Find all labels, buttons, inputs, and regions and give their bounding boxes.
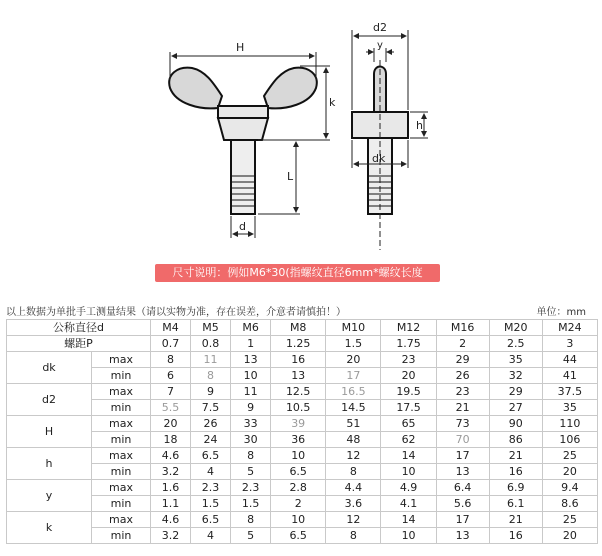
max-label-cell: max	[92, 512, 151, 528]
value-cell: 25	[542, 512, 597, 528]
pitch-cell: 0.7	[151, 336, 191, 352]
value-cell: 29	[489, 384, 542, 400]
value-cell: 35	[542, 400, 597, 416]
value-cell: 4.1	[381, 496, 436, 512]
spec-table	[6, 319, 598, 544]
value-cell: 12.5	[271, 384, 326, 400]
value-cell: 23	[381, 352, 436, 368]
value-cell: 14.5	[326, 400, 381, 416]
size-header-cell: M16	[436, 320, 489, 336]
value-cell: 8.6	[542, 496, 597, 512]
dim-H-label: H	[236, 41, 245, 54]
max-label-cell: max	[92, 416, 151, 432]
value-cell: 11	[231, 384, 271, 400]
value-cell: 30	[231, 432, 271, 448]
value-cell: 10	[231, 368, 271, 384]
value-cell: 73	[436, 416, 489, 432]
value-cell: 8	[191, 368, 231, 384]
pitch-label-cell: 螺距P	[7, 336, 151, 352]
value-cell: 20	[542, 528, 597, 544]
value-cell: 6	[151, 368, 191, 384]
value-cell: 20	[542, 464, 597, 480]
value-cell: 32	[489, 368, 542, 384]
value-cell: 8	[326, 464, 381, 480]
table-row	[7, 448, 598, 464]
header-label-cell: 公称直径d	[7, 320, 151, 336]
value-cell: 2	[271, 496, 326, 512]
value-cell: 25	[542, 448, 597, 464]
value-cell: 26	[436, 368, 489, 384]
value-cell: 8	[231, 512, 271, 528]
value-cell: 14	[381, 448, 436, 464]
value-cell: 26	[191, 416, 231, 432]
value-cell: 3.2	[151, 528, 191, 544]
size-header-cell: M24	[542, 320, 597, 336]
table-row	[7, 416, 598, 432]
table-row	[7, 512, 598, 528]
value-cell: 6.5	[271, 464, 326, 480]
value-cell: 10	[271, 512, 326, 528]
table-row	[7, 464, 598, 480]
table-row	[7, 480, 598, 496]
value-cell: 10	[381, 464, 436, 480]
value-cell: 2.8	[271, 480, 326, 496]
min-label-cell: min	[92, 464, 151, 480]
size-header-cell: M6	[231, 320, 271, 336]
value-cell: 17.5	[381, 400, 436, 416]
param-label-cell: h	[7, 448, 92, 480]
value-cell: 35	[489, 352, 542, 368]
unit-label: 单位：mm	[536, 307, 586, 318]
wing-bolt-drawing	[0, 0, 602, 262]
value-cell: 13	[231, 352, 271, 368]
table-row	[7, 528, 598, 544]
value-cell: 1.1	[151, 496, 191, 512]
value-cell: 14	[381, 512, 436, 528]
value-cell: 27	[489, 400, 542, 416]
value-cell: 3.6	[326, 496, 381, 512]
value-cell: 39	[271, 416, 326, 432]
min-label-cell: min	[92, 368, 151, 384]
value-cell: 21	[489, 448, 542, 464]
value-cell: 8	[231, 448, 271, 464]
value-cell: 12	[326, 512, 381, 528]
value-cell: 2.3	[231, 480, 271, 496]
table-row	[7, 400, 598, 416]
value-cell: 19.5	[381, 384, 436, 400]
dim-y-label: y	[377, 40, 383, 51]
table-row	[7, 352, 598, 368]
pitch-cell: 0.8	[191, 336, 231, 352]
value-cell: 17	[436, 448, 489, 464]
value-cell: 18	[151, 432, 191, 448]
value-cell: 17	[436, 512, 489, 528]
value-cell: 6.5	[191, 448, 231, 464]
value-cell: 3.2	[151, 464, 191, 480]
value-cell: 4.6	[151, 448, 191, 464]
value-cell: 21	[436, 400, 489, 416]
value-cell: 2.3	[191, 480, 231, 496]
dim-L-label: L	[287, 170, 294, 183]
value-cell: 90	[489, 416, 542, 432]
max-label-cell: max	[92, 352, 151, 368]
value-cell: 24	[191, 432, 231, 448]
value-cell: 29	[436, 352, 489, 368]
value-cell: 36	[271, 432, 326, 448]
value-cell: 20	[381, 368, 436, 384]
value-cell: 10.5	[271, 400, 326, 416]
value-cell: 5	[231, 528, 271, 544]
pitch-cell: 1.75	[381, 336, 436, 352]
value-cell: 6.9	[489, 480, 542, 496]
value-cell: 13	[271, 368, 326, 384]
value-cell: 20	[151, 416, 191, 432]
value-cell: 106	[542, 432, 597, 448]
param-label-cell: k	[7, 512, 92, 544]
value-cell: 8	[151, 352, 191, 368]
dim-dk-label: dk	[372, 152, 386, 165]
pitch-cell: 1.5	[326, 336, 381, 352]
size-caption: 尺寸说明：例如M6*30(指螺纹直径6mm*螺纹长度30mm	[155, 264, 440, 282]
value-cell: 11	[191, 352, 231, 368]
value-cell: 33	[231, 416, 271, 432]
value-cell: 9	[231, 400, 271, 416]
value-cell: 16	[489, 464, 542, 480]
value-cell: 21	[489, 512, 542, 528]
pitch-cell: 2	[436, 336, 489, 352]
value-cell: 7.5	[191, 400, 231, 416]
param-label-cell: dk	[7, 352, 92, 384]
value-cell: 37.5	[542, 384, 597, 400]
param-label-cell: y	[7, 480, 92, 512]
value-cell: 65	[381, 416, 436, 432]
value-cell: 23	[436, 384, 489, 400]
dim-k-label: k	[329, 96, 336, 109]
value-cell: 6.4	[436, 480, 489, 496]
min-label-cell: min	[92, 400, 151, 416]
value-cell: 7	[151, 384, 191, 400]
value-cell: 70	[436, 432, 489, 448]
value-cell: 44	[542, 352, 597, 368]
value-cell: 62	[381, 432, 436, 448]
value-cell: 110	[542, 416, 597, 432]
value-cell: 1.5	[231, 496, 271, 512]
min-label-cell: min	[92, 528, 151, 544]
pitch-cell: 2.5	[489, 336, 542, 352]
size-header-cell: M12	[381, 320, 436, 336]
value-cell: 4.9	[381, 480, 436, 496]
value-cell: 20	[326, 352, 381, 368]
max-label-cell: max	[92, 384, 151, 400]
value-cell: 13	[436, 464, 489, 480]
dim-d-label: d	[239, 220, 246, 233]
value-cell: 17	[326, 368, 381, 384]
max-label-cell: max	[92, 480, 151, 496]
value-cell: 13	[436, 528, 489, 544]
table-row	[7, 432, 598, 448]
value-cell: 41	[542, 368, 597, 384]
pitch-cell: 1.25	[271, 336, 326, 352]
min-label-cell: min	[92, 432, 151, 448]
pitch-cell: 1	[231, 336, 271, 352]
value-cell: 16	[489, 528, 542, 544]
value-cell: 51	[326, 416, 381, 432]
value-cell: 4.4	[326, 480, 381, 496]
measurement-note: 以上数据为单批手工测量结果（请以实物为准，存在误差，介意者请慎拍！）	[6, 307, 346, 318]
size-header-cell: M8	[271, 320, 326, 336]
value-cell: 1.5	[191, 496, 231, 512]
front-view	[169, 68, 317, 214]
value-cell: 9	[191, 384, 231, 400]
dim-h-label: h	[416, 119, 423, 132]
value-cell: 16.5	[326, 384, 381, 400]
value-cell: 6.1	[489, 496, 542, 512]
pitch-cell: 3	[542, 336, 597, 352]
value-cell: 10	[381, 528, 436, 544]
value-cell: 16	[271, 352, 326, 368]
param-label-cell: H	[7, 416, 92, 448]
table-row	[7, 496, 598, 512]
max-label-cell: max	[92, 448, 151, 464]
value-cell: 6.5	[191, 512, 231, 528]
dim-d2-label: d2	[373, 21, 387, 34]
size-header-cell: M5	[191, 320, 231, 336]
value-cell: 8	[326, 528, 381, 544]
size-header-cell: M20	[489, 320, 542, 336]
size-header-cell: M4	[151, 320, 191, 336]
value-cell: 4	[191, 528, 231, 544]
value-cell: 5.6	[436, 496, 489, 512]
table-row	[7, 320, 598, 336]
table-row	[7, 336, 598, 352]
size-header-cell: M10	[326, 320, 381, 336]
value-cell: 4	[191, 464, 231, 480]
value-cell: 12	[326, 448, 381, 464]
value-cell: 1.6	[151, 480, 191, 496]
value-cell: 48	[326, 432, 381, 448]
value-cell: 5	[231, 464, 271, 480]
value-cell: 9.4	[542, 480, 597, 496]
value-cell: 4.6	[151, 512, 191, 528]
min-label-cell: min	[92, 496, 151, 512]
value-cell: 10	[271, 448, 326, 464]
param-label-cell: d2	[7, 384, 92, 416]
value-cell: 86	[489, 432, 542, 448]
value-cell: 5.5	[151, 400, 191, 416]
value-cell: 6.5	[271, 528, 326, 544]
table-row	[7, 384, 598, 400]
table-row	[7, 368, 598, 384]
